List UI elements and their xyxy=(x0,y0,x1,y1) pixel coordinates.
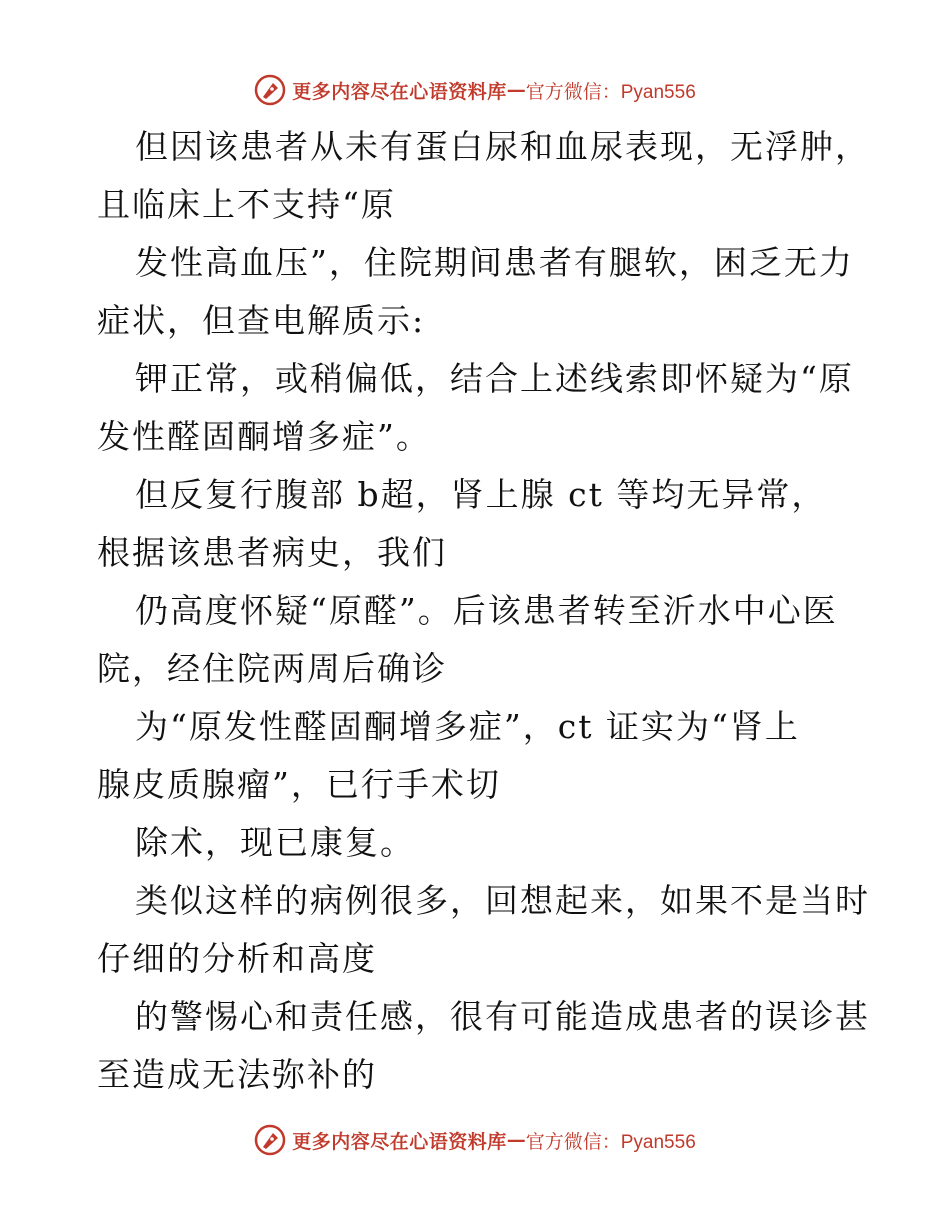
header-separator: — xyxy=(506,79,526,101)
paragraph-7 xyxy=(97,814,867,872)
body-line: 发性高血压”，住院期间患者有腿软，困乏无力 xyxy=(135,243,854,282)
body-line: 钾正常，或稍偏低，结合上述线索即怀疑为“原 xyxy=(135,359,854,398)
header-banner xyxy=(0,70,950,110)
paragraph-9 xyxy=(97,988,870,1104)
body-line: 除术，现已康复。 xyxy=(135,823,415,862)
footer-separator: — xyxy=(506,1129,526,1151)
body-line: 仔细的分析和高度 xyxy=(97,939,377,978)
body-line: 仍高度怀疑“原醛”。后该患者转至沂水中心医 xyxy=(135,591,838,630)
body-line: 至造成无法弥补的 xyxy=(97,1055,377,1094)
header-site-text: 更多内容尽在心语资料库 xyxy=(292,80,507,103)
footer-banner xyxy=(0,1120,950,1160)
paragraph-6 xyxy=(97,698,867,814)
body-line: 根据该患者病史，我们 xyxy=(97,533,447,572)
footer-wechat-text: 官方微信：Pyan556 xyxy=(525,1131,696,1153)
document-body xyxy=(97,118,870,1104)
header-wechat-text: 官方微信：Pyan556 xyxy=(525,81,696,103)
paragraph-5 xyxy=(97,582,867,698)
body-line: 腺皮质腺瘤”，已行手术切 xyxy=(97,765,501,804)
body-line: 为“原发性醛固酮增多症”，ct 证实为“肾上 xyxy=(135,707,800,746)
paragraph-8 xyxy=(97,872,870,988)
paragraph-4 xyxy=(97,466,867,582)
body-line: 院，经住院两周后确诊 xyxy=(97,649,447,688)
body-line: 的警惕心和责任感，很有可能造成患者的误诊甚 xyxy=(135,997,870,1036)
body-line: 但反复行腹部 b超，肾上腺 ct 等均无异常， xyxy=(135,475,827,514)
paragraph-3 xyxy=(97,350,867,466)
footer-site-text: 更多内容尽在心语资料库 xyxy=(292,1130,507,1153)
paragraph-2 xyxy=(97,234,867,350)
body-line: 发性醛固酮增多症”。 xyxy=(97,417,431,456)
body-line: 症状，但查电解质示: xyxy=(97,301,426,340)
pen-nib-logo-icon xyxy=(254,1124,286,1156)
pen-nib-logo-icon xyxy=(254,74,286,106)
body-line: 且临床上不支持“原 xyxy=(97,185,396,224)
paragraph-1 xyxy=(97,118,870,234)
body-line: 但因该患者从未有蛋白尿和血尿表现，无浮肿， xyxy=(135,127,870,166)
body-line: 类似这样的病例很多，回想起来，如果不是当时 xyxy=(135,881,870,920)
